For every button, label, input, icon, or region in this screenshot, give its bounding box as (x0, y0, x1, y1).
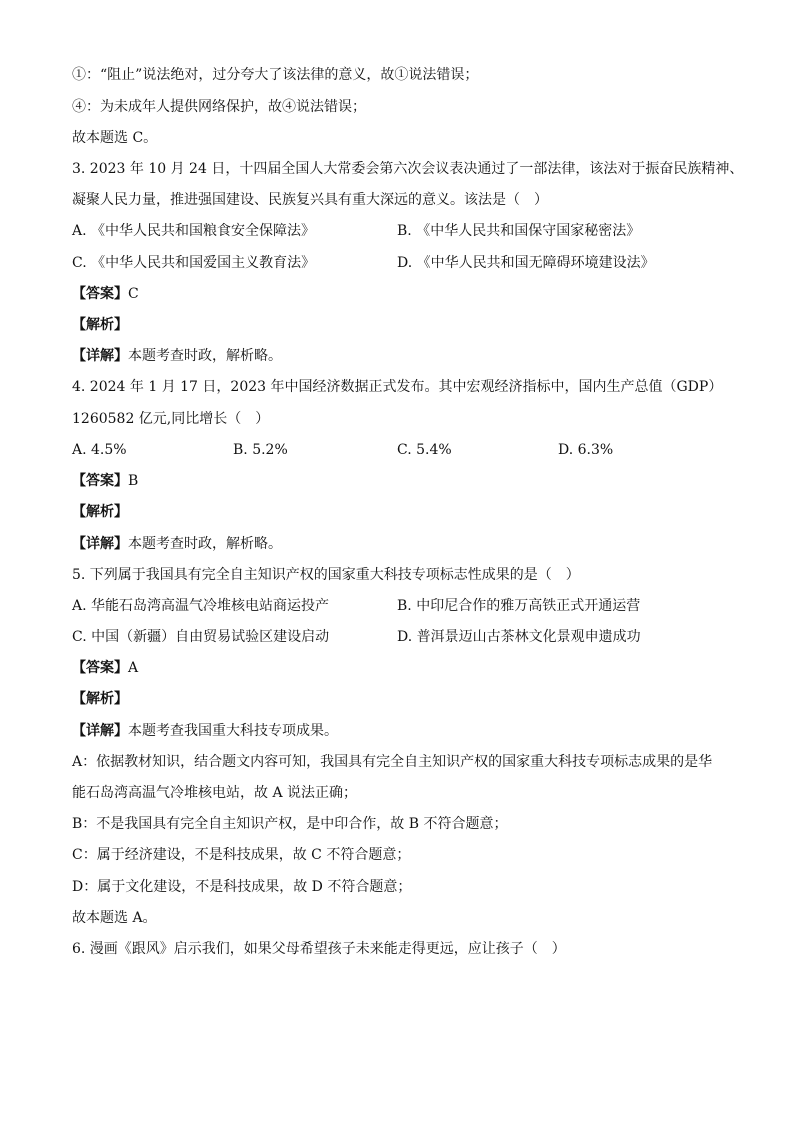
detail-tag: 【详解】 (72, 348, 128, 364)
q3-analysis-tag: 【解析】 (72, 317, 128, 333)
q5-option-b: B. 中印尼合作的雅万高铁正式开通运营 (397, 598, 641, 614)
q3-option-b: B. 《中华人民共和国保守国家秘密法》 (397, 223, 641, 239)
q3-option-d: D. 《中华人民共和国无障碍环境建设法》 (397, 255, 655, 271)
q5-explain-d: D：属于文化建设，不是科技成果，故 D 不符合题意； (72, 879, 412, 895)
q3-stem-line-1: 3. 2023 年 10 月 24 日，十四届全国人大常委会第六次会议表决通过了一部法律，该法对于振奋民族精神、 (72, 161, 744, 177)
prev-analysis-line-1: ①：“阻止”说法绝对，过分夸大了该法律的意义，故①说法错误； (72, 67, 479, 83)
q5-explain-b: B：不是我国具有完全自主知识产权，是中印合作，故 B 不符合题意； (72, 816, 508, 832)
q5-option-c: C. 中国（新疆）自由贸易试验区建设启动 (72, 629, 330, 645)
q5-explain-c: C：属于经济建设，不是科技成果，故 C 不符合题意； (72, 847, 411, 863)
q3-option-c: C. 《中华人民共和国爱国主义教育法》 (72, 255, 316, 271)
q4-option-d: D. 6.3% (558, 442, 614, 458)
q4-stem-line-2: 1260582 亿元,同比增长（ ） (72, 411, 270, 427)
q5-answer (72, 659, 138, 677)
q3-detail (72, 347, 282, 365)
q5-stem-line-1: 5. 下列属于我国具有完全自主知识产权的国家重大科技专项标志性成果的是（ ） (72, 567, 580, 583)
q4-option-c: C. 5.4% (397, 442, 452, 458)
answer-tag: 【答案】 (72, 286, 128, 302)
prev-conclusion: 故本题选 C。 (72, 130, 158, 146)
q4-stem-line-1: 4. 2024 年 1 月 17 日，2023 年中国经济数据正式发布。其中宏观经济指标中，国内生产总值（GDP） (72, 379, 723, 395)
q6-stem-line-1: 6. 漫画《跟风》启示我们，如果父母希望孩子未来能走得更远，应让孩子（ ） (72, 941, 566, 957)
q4-option-b: B. 5.2% (233, 442, 288, 458)
detail-text: 本题考查时政，解析略。 (128, 348, 282, 364)
answer-tag: 【答案】 (72, 473, 128, 489)
prev-analysis-line-2: ④：为未成年人提供网络保护，故④说法错误； (72, 99, 366, 115)
q4-answer (72, 472, 138, 490)
detail-tag: 【详解】 (72, 536, 128, 552)
q5-option-d: D. 普洱景迈山古茶林文化景观申遗成功 (397, 629, 641, 645)
answer-value: C (128, 286, 139, 302)
q4-detail (72, 535, 282, 553)
q3-answer (72, 285, 139, 303)
q5-explain-a-line-2: 能石岛湾高温气冷堆核电站，故 A 说法正确； (72, 785, 358, 801)
q3-stem-line-2: 凝聚人民力量，推进强国建设、民族复兴具有重大深远的意义。该法是（ ） (72, 192, 548, 208)
q5-option-a: A. 华能石岛湾高温气冷堆核电站商运投产 (72, 598, 330, 614)
q5-conclusion: 故本题选 A。 (72, 910, 157, 926)
detail-text: 本题考查时政，解析略。 (128, 536, 282, 552)
q3-option-a: A. 《中华人民共和国粮食安全保障法》 (72, 223, 316, 239)
answer-value: A (128, 660, 139, 676)
q4-option-a: A. 4.5% (72, 442, 127, 458)
q5-detail (72, 722, 338, 740)
q5-analysis-tag: 【解析】 (72, 691, 128, 707)
answer-tag: 【答案】 (72, 660, 128, 676)
answer-value: B (128, 473, 139, 489)
detail-tag: 【详解】 (72, 723, 128, 739)
detail-text: 本题考查我国重大科技专项成果。 (128, 723, 338, 739)
q5-explain-a-line-1: A：依据教材知识，结合题文内容可知，我国具有完全自主知识产权的国家重大科技专项标志成果的是华 (72, 754, 713, 770)
q4-analysis-tag: 【解析】 (72, 504, 128, 520)
